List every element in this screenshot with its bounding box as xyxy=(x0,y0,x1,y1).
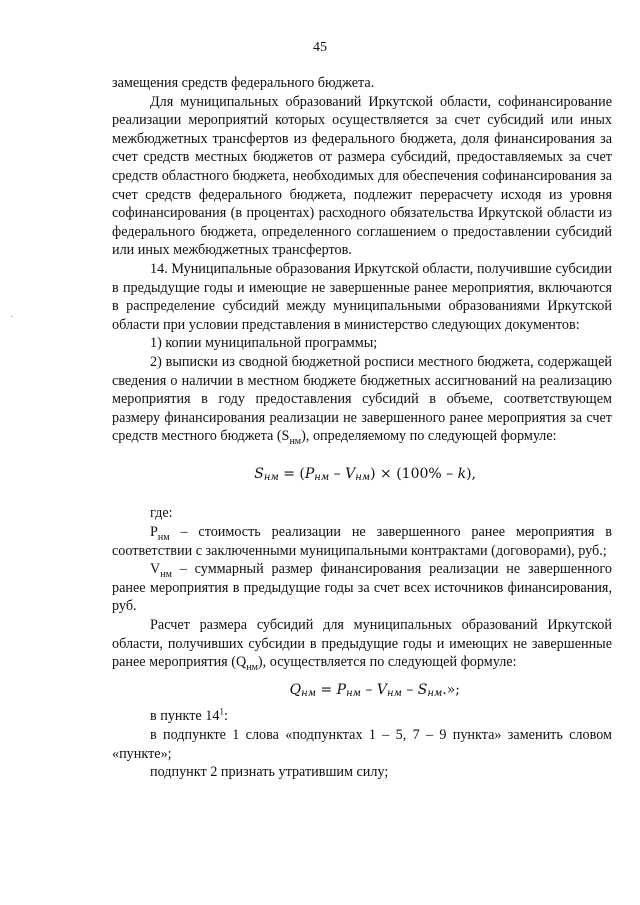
formula-var: V xyxy=(345,465,356,482)
paragraph: замещения средств федерального бюджета. xyxy=(112,75,375,91)
formula-var: Q xyxy=(289,681,302,698)
formula-var: S xyxy=(254,465,264,482)
margin-mark: · xyxy=(10,312,14,323)
formula-op: = xyxy=(316,681,337,698)
text-run: P xyxy=(150,524,158,541)
list-item: 1) копии муниципальной программы; xyxy=(150,335,378,352)
formula-op: ), xyxy=(466,465,476,482)
formula-sub: нм xyxy=(427,687,443,699)
paragraph: подпункт 2 признать утратившим силу; xyxy=(150,764,389,781)
definition xyxy=(112,560,612,616)
formula-q-nm xyxy=(112,681,612,700)
text-run: Расчет размера субсидий для муниципальных образований Иркутской области, получивших субсидии в предыдущие годы и имеющих не завершенные ранее мероприятия (Q xyxy=(112,617,612,671)
list-item xyxy=(112,353,612,446)
text-run: 2) выписки из сводной бюджетной росписи местного бюджета, содержащей сведения о наличии в местном бюджете бюджетных ассигнований на реализацию мероприятия в году предоставления субсидий в объеме, соответствующем размеру финансирования реализации не завершенного ранее мероприятия за счет средств местного бюджета (S xyxy=(112,353,612,445)
text-run: : xyxy=(223,708,228,725)
text-run: – суммарный размер финансирования реализации не завершенного ранее мероприятия в предыдущие годы за счет всех источников финансирования, руб. xyxy=(112,561,612,615)
formula-sub: нм xyxy=(301,687,316,699)
paragraph: где: xyxy=(150,505,173,522)
formula-sub: нм xyxy=(263,471,279,483)
text-run: в пункте 14 xyxy=(150,708,220,725)
formula-op: = ( xyxy=(278,465,305,482)
text-run: ), определяемому по следующей формуле: xyxy=(301,428,557,445)
text-run: ), осуществляется по следующей формуле: xyxy=(257,654,517,671)
paragraph: Для муниципальных образований Иркутской области, софинансирование реализации мероприятий которых осуществляется за счет субсидий или иных межбюджетных трансфертов из федерального бюджета, доля финансирования за счет средств местных бюджетов от размера субсидий, предоставляемых за счет средств областного бюджета, необходимых для обеспечения софинансирования за счет средств федерального бюджета, подлежит перерасчету исходя из уровня софинансирования (в процентах) расходного обязательства Иркутской области из федерального бюджета, определенного соглашением о предоставлении субсидий или иных межбюджетных трансфертов. xyxy=(112,93,612,259)
formula-op: – xyxy=(401,681,418,698)
text-run: V xyxy=(150,561,161,578)
formula-sub: нм xyxy=(346,687,361,699)
page-number: 45 xyxy=(313,40,327,55)
superscript: 1 xyxy=(219,706,224,717)
formula-var: P xyxy=(304,465,315,482)
paragraph xyxy=(112,616,612,672)
paragraph xyxy=(112,707,612,726)
subscript: нм xyxy=(160,569,172,581)
formula-sub: нм xyxy=(386,687,402,699)
formula-sub: нм xyxy=(314,471,330,483)
subscript: нм xyxy=(246,662,258,674)
formula-op: – xyxy=(360,681,377,698)
formula-s-nm xyxy=(112,465,612,484)
paragraph: 14. Муниципальные образования Иркутской области, получившие субсидии в предыдущие годы и имеющие не завершенные ранее мероприятия, включаются в распределение субсидий между муниципальными образованиями Иркутской области при условии представления в министерство следующих документов: xyxy=(112,260,612,333)
paragraph: в подпункте 1 слова «подпунктах 1 – 5, 7 – 9 пункта» заменить словом «пункте»; xyxy=(112,727,612,762)
subscript: нм xyxy=(157,531,170,543)
formula-var: V xyxy=(376,681,387,698)
definition xyxy=(112,523,612,560)
formula-var: k xyxy=(457,465,467,482)
formula-op: – xyxy=(329,465,346,482)
formula-var: P xyxy=(336,681,347,698)
document-body xyxy=(112,74,612,782)
formula-sub: нм xyxy=(355,471,371,483)
subscript: нм xyxy=(289,436,302,448)
formula-op: .»; xyxy=(442,681,460,698)
formula-var: S xyxy=(417,681,428,698)
text-run: – стоимость реализации не завершенного ранее мероприятия в соответствии с заключенными муниципальными контрактами (договорами), руб.; xyxy=(112,524,612,559)
formula-op: ) × (100% – xyxy=(370,465,458,482)
